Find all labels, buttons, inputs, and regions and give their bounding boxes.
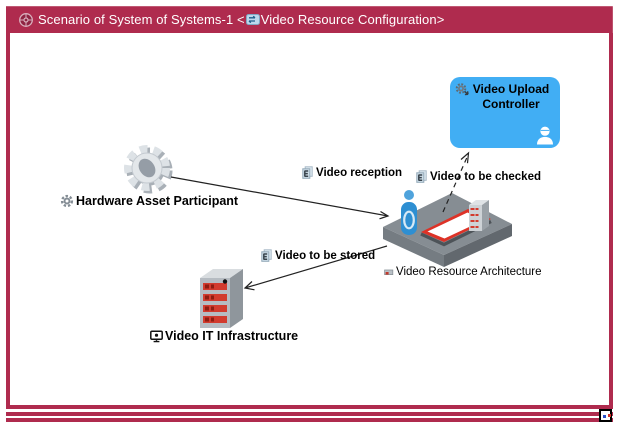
operator-person-icon bbox=[401, 190, 417, 235]
monitor-icon bbox=[150, 330, 163, 343]
configuration-icon bbox=[246, 14, 260, 25]
video-reception-label: Video reception bbox=[302, 166, 402, 179]
node-hardware-asset-participant[interactable] bbox=[116, 140, 182, 200]
exchange-item-icon bbox=[416, 170, 427, 183]
exchange-item-icon bbox=[261, 249, 272, 262]
node-video-upload-controller[interactable] bbox=[450, 77, 560, 148]
resize-handle-icon[interactable] bbox=[599, 409, 612, 422]
video-to-be-checked-label: Video to be checked bbox=[416, 170, 541, 183]
footer-stripe-1 bbox=[6, 412, 613, 416]
architecture-icon bbox=[384, 267, 394, 277]
node-video-it-infrastructure[interactable] bbox=[196, 266, 248, 332]
scenario-icon bbox=[18, 12, 34, 28]
page-title-prefix: Scenario of System of Systems-1 < bbox=[38, 12, 245, 27]
mini-server-icon bbox=[469, 200, 489, 231]
footer-stripe-2 bbox=[6, 418, 613, 422]
hardware-asset-participant-label: Hardware Asset Participant bbox=[60, 194, 238, 208]
page-title bbox=[38, 12, 444, 27]
diagram-title-bar bbox=[6, 6, 613, 33]
node-video-resource-architecture[interactable] bbox=[380, 183, 515, 269]
video-upload-controller-label: Video Upload Controller bbox=[472, 82, 550, 111]
person-icon bbox=[534, 125, 555, 145]
gear-icon bbox=[60, 194, 74, 208]
exchange-item-icon bbox=[302, 166, 313, 179]
video-to-be-stored-label: Video to be stored bbox=[261, 249, 375, 262]
page-title-suffix: Video Resource Configuration> bbox=[260, 12, 445, 27]
video-resource-architecture-label: Video Resource Architecture bbox=[384, 266, 542, 278]
video-it-infrastructure-label: Video IT Infrastructure bbox=[150, 329, 298, 343]
gear-3d-icon bbox=[129, 150, 169, 190]
gear-arrow-icon bbox=[455, 83, 470, 96]
server-tower-3d-icon bbox=[200, 269, 243, 328]
